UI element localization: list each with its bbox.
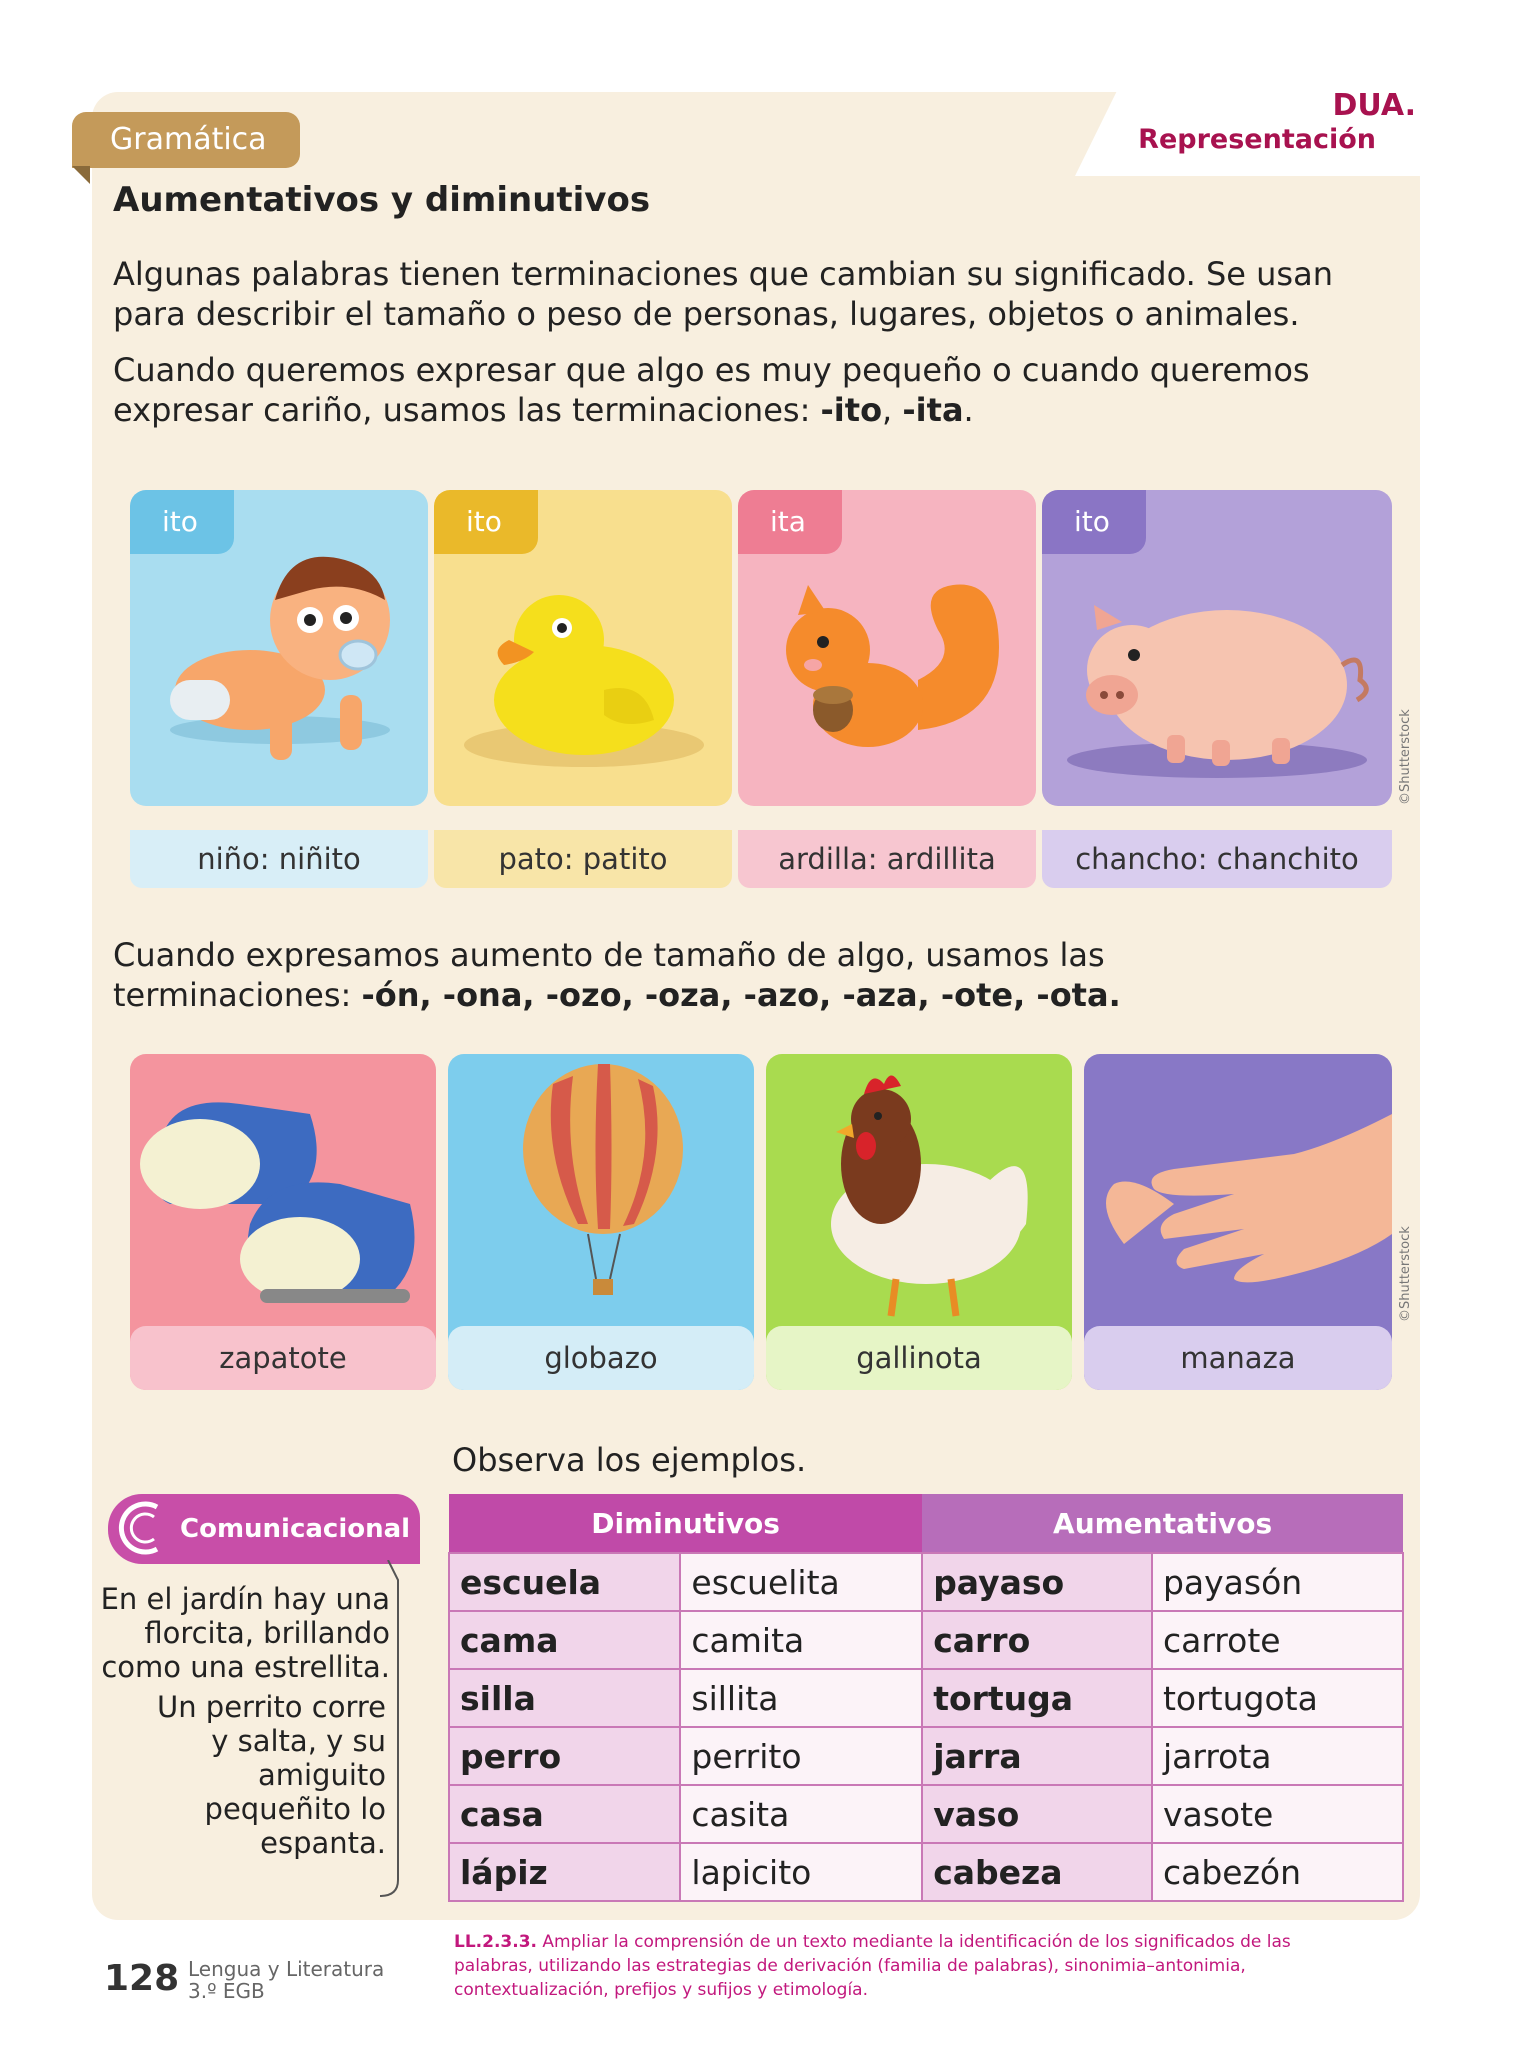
header-diminutivos: Diminutivos <box>449 1494 922 1553</box>
base-word-cell: escuela <box>449 1553 680 1611</box>
derived-word-cell: cabezón <box>1152 1843 1403 1901</box>
section-tab-fold <box>72 166 90 184</box>
table-body <box>449 1553 1403 1901</box>
card-chancho <box>1042 490 1392 806</box>
image-credit-2: ©Shutterstock <box>1398 1226 1413 1322</box>
hen-icon <box>766 1054 1072 1324</box>
card-ardilla <box>738 490 1036 806</box>
caption-chancho: chancho: chanchito <box>1042 830 1392 888</box>
derived-word-cell: payasón <box>1152 1553 1403 1611</box>
curriculum-note <box>454 1930 1354 2002</box>
card-globazo <box>448 1054 754 1390</box>
examples-table <box>448 1494 1404 1902</box>
page-title: Aumentativos y diminutivos <box>113 180 651 220</box>
base-word-cell: casa <box>449 1785 680 1843</box>
card-tag: ita <box>738 490 842 554</box>
intro-p2-end: . <box>963 391 974 429</box>
caption-globazo: globazo <box>448 1326 754 1390</box>
base-word-cell: cabeza <box>922 1843 1152 1901</box>
card-tag: ito <box>434 490 538 554</box>
table-row <box>449 1843 1403 1901</box>
derived-word-cell: carrote <box>1152 1611 1403 1669</box>
card-gallinota <box>766 1054 1072 1390</box>
caption-zapatote: zapatote <box>130 1326 436 1390</box>
base-word-cell: payaso <box>922 1553 1152 1611</box>
balloon-icon <box>448 1054 754 1324</box>
base-word-cell: vaso <box>922 1785 1152 1843</box>
caption-pato: pato: patito <box>434 830 732 888</box>
shoes-icon <box>130 1054 436 1324</box>
card-nino <box>130 490 428 806</box>
page-number: 128 <box>104 1958 180 1999</box>
header-aumentativos: Aumentativos <box>922 1494 1403 1553</box>
base-word-cell: perro <box>449 1727 680 1785</box>
comunicacional-text-1: En el jardín hay una florcita, brillando como una estrellita. <box>100 1582 390 1684</box>
comunicacional-text-2: Un perrito corre y salta, y su amiguito pequeñito lo espanta. <box>156 1690 386 1860</box>
caption-manaza: manaza <box>1084 1326 1392 1390</box>
intro-p2-comma: , <box>882 391 903 429</box>
intro-p2-text: Cuando queremos expresar que algo es muy pequeño o cuando queremos expresar cariño, usamos las terminaciones: <box>113 351 1310 429</box>
book-title-line-1: Lengua y Literatura <box>188 1957 385 1981</box>
derived-word-cell: tortugota <box>1152 1669 1403 1727</box>
caption-ardilla: ardilla: ardillita <box>738 830 1036 888</box>
book-title-line-2: 3.º EGB <box>188 1979 265 2003</box>
examples-label: Observa los ejemplos. <box>452 1441 807 1479</box>
derived-word-cell: casita <box>680 1785 922 1843</box>
augmentative-text: Cuando expresamos aumento de tamaño de algo, usamos las terminaciones: <box>113 936 1105 1014</box>
derived-word-cell: sillita <box>680 1669 922 1727</box>
comunicacional-icon <box>112 1497 174 1559</box>
derived-word-cell: camita <box>680 1611 922 1669</box>
derived-word-cell: escuelita <box>680 1553 922 1611</box>
base-word-cell: cama <box>449 1611 680 1669</box>
caption-gallinota: gallinota <box>766 1326 1072 1390</box>
card-tag: ito <box>1042 490 1146 554</box>
derived-word-cell: vasote <box>1152 1785 1403 1843</box>
curriculum-code: LL.2.3.3. <box>454 1932 537 1952</box>
base-word-cell: tortuga <box>922 1669 1152 1727</box>
table-row <box>449 1611 1403 1669</box>
intro-paragraph-2 <box>113 350 1413 430</box>
augmentative-endings: -ón, -ona, -ozo, -oza, -azo, -aza, -ote, -ota. <box>361 976 1121 1014</box>
base-word-cell: lápiz <box>449 1843 680 1901</box>
intro-paragraph-1: Algunas palabras tienen terminaciones que cambian su significado. Se usan para describir el tamaño o peso de personas, lugares, objetos o animales. <box>113 255 1333 333</box>
hand-icon <box>1084 1054 1392 1324</box>
base-word-cell: carro <box>922 1611 1152 1669</box>
card-pato <box>434 490 732 806</box>
dua-title: DUA. <box>1332 88 1416 123</box>
derived-word-cell: jarrota <box>1152 1727 1403 1785</box>
augmentative-paragraph <box>113 935 1213 1015</box>
base-word-cell: silla <box>449 1669 680 1727</box>
table-row <box>449 1669 1403 1727</box>
card-manaza <box>1084 1054 1392 1390</box>
comunicacional-badge: Comunicacional <box>108 1494 420 1564</box>
card-zapatote <box>130 1054 436 1390</box>
table-row <box>449 1553 1403 1611</box>
derived-word-cell: perrito <box>680 1727 922 1785</box>
caption-nino: niño: niñito <box>130 830 428 888</box>
book-title <box>188 1958 384 2002</box>
curriculum-text: Ampliar la comprensión de un texto mediante la identificación de los significados de las palabras, utilizando las estrategias de derivación (familia de palabras), sinonimia–antonimia, contextualización, prefijos y sufijos y etimología. <box>454 1932 1291 2000</box>
base-word-cell: jarra <box>922 1727 1152 1785</box>
card-tag: ito <box>130 490 234 554</box>
table-row <box>449 1727 1403 1785</box>
image-credit: ©Shutterstock <box>1398 709 1413 805</box>
table-row <box>449 1785 1403 1843</box>
suffix-ita: -ita <box>902 391 964 429</box>
derived-word-cell: lapicito <box>680 1843 922 1901</box>
suffix-ito: -ito <box>820 391 883 429</box>
dua-subtitle: Representación <box>1138 124 1376 155</box>
section-tab: Gramática <box>72 112 300 168</box>
